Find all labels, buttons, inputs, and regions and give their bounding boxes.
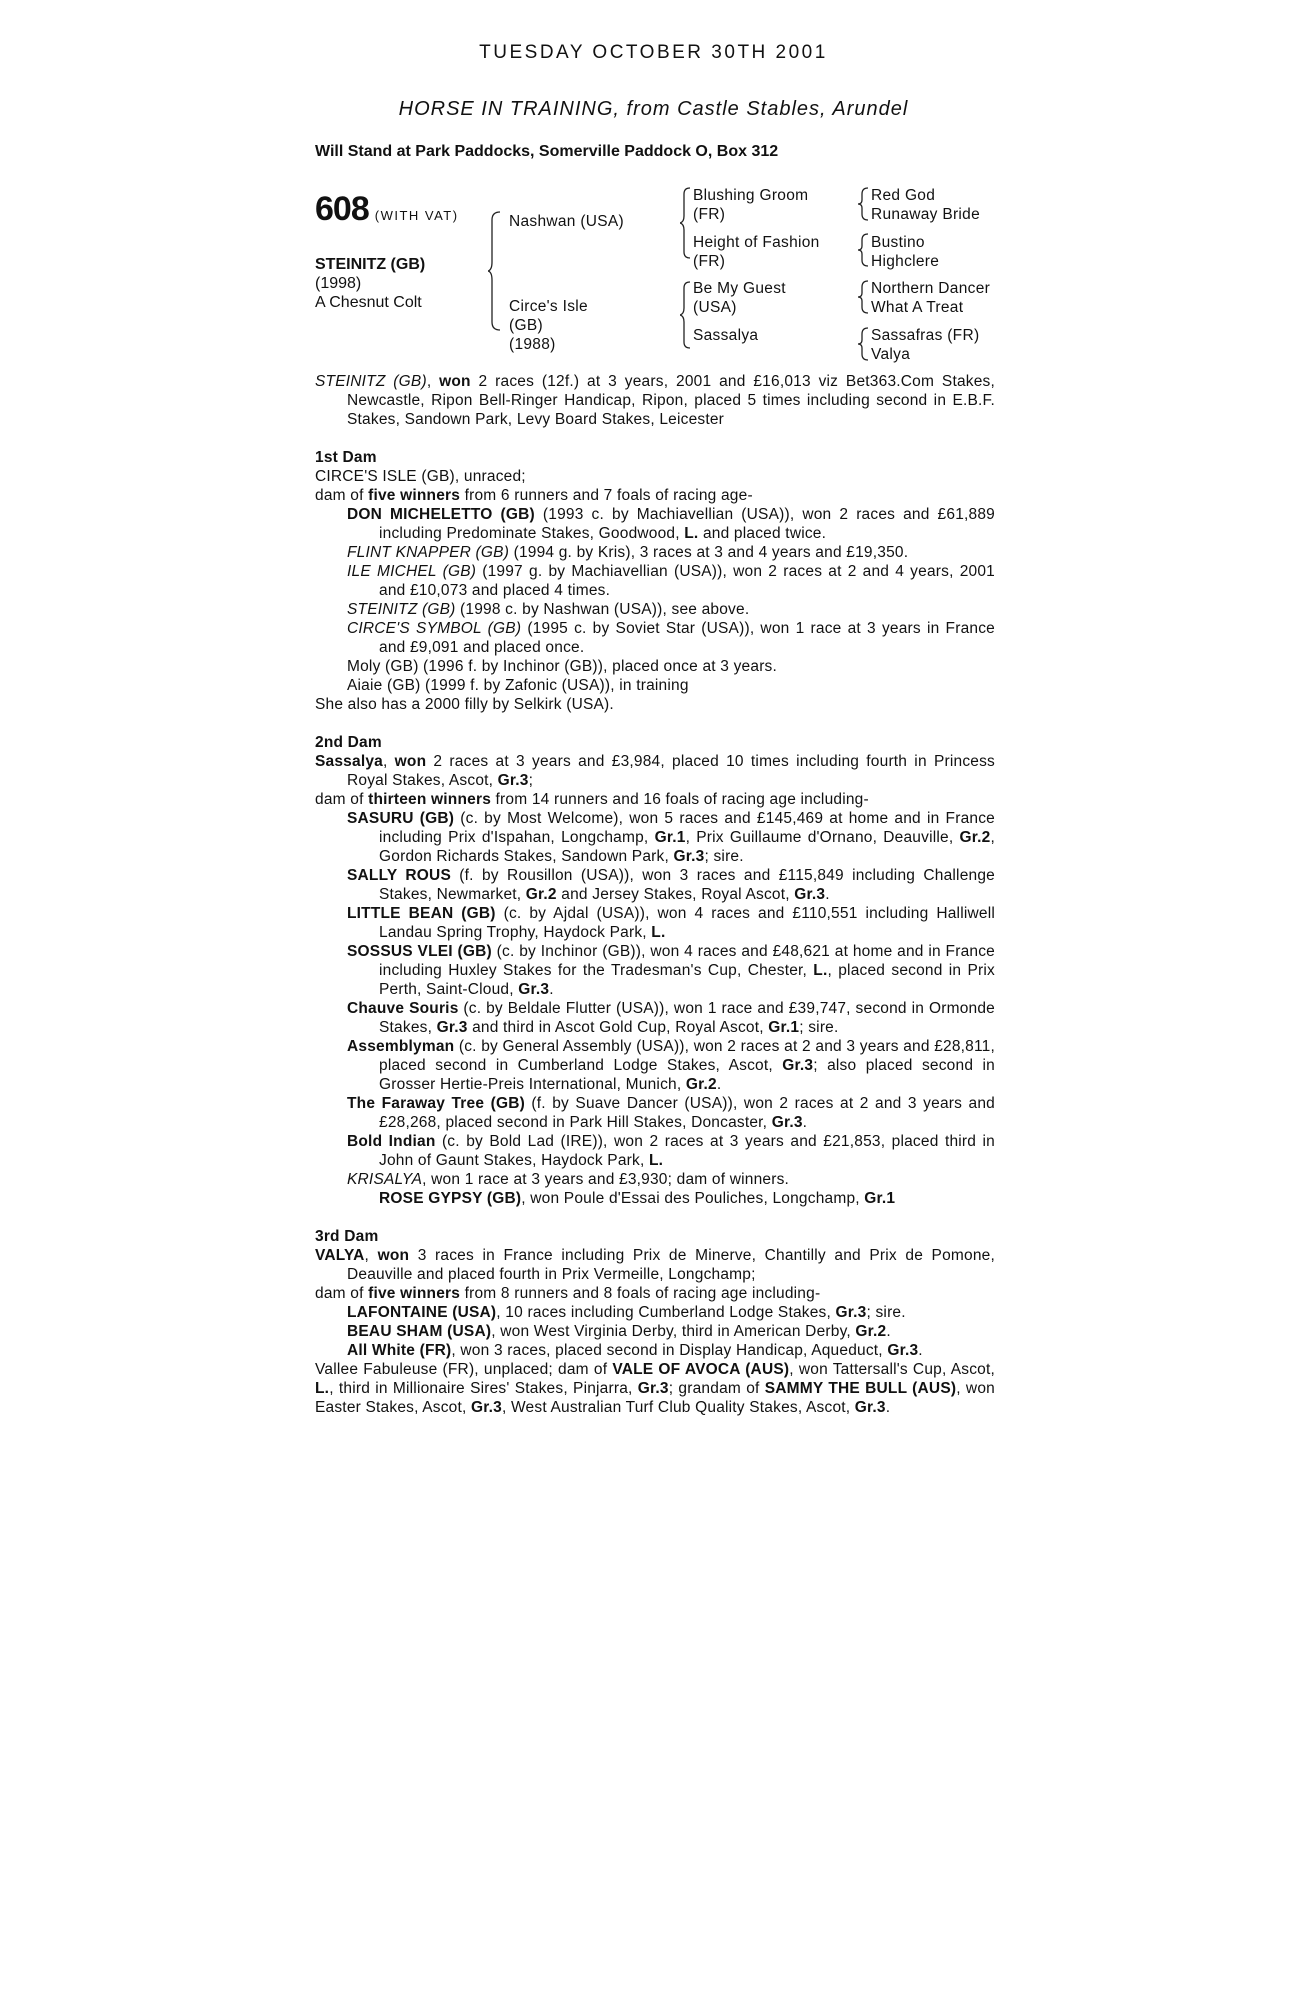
produce-grade: L. — [651, 924, 666, 941]
pedigree-sd-line1: Height of Fashion — [693, 234, 820, 251]
produce-entry-nested — [315, 1189, 995, 1208]
dam2-damof-c: from 14 runners and 16 foals of racing age including- — [491, 791, 869, 808]
foal-name: FLINT KNAPPER (GB) — [347, 544, 510, 561]
dam1-damof-b: five winners — [368, 487, 461, 504]
produce-text: (c. by Ajdal (USA)), won 4 races and £110,551 including Halliwell Landau Spring Trophy, Haydock Park, — [379, 905, 995, 941]
produce-grade: Gr.3 — [471, 1399, 502, 1416]
produce-entry — [315, 1322, 995, 1341]
dam2-grade: Gr.3 — [497, 772, 529, 789]
pedigree-ss-line1: Blushing Groom — [693, 187, 809, 204]
produce-grade: Gr.3 — [436, 1019, 468, 1036]
produce-text: , won 1 race at 3 years and £3,930; dam of winners. — [422, 1171, 790, 1188]
produce-name: SALLY ROUS — [347, 867, 451, 884]
first-dam-heading: 1st Dam — [315, 449, 377, 466]
produce-grade: L. — [813, 962, 828, 979]
foal-tail: and placed twice. — [698, 525, 827, 542]
produce-grade: Gr.3 — [854, 1399, 886, 1416]
foal-name: STEINITZ (GB) — [347, 601, 456, 618]
produce-text: ; sire. — [799, 1019, 839, 1036]
third-dam-produce-summary — [315, 1284, 995, 1303]
second-dam-heading: 2nd Dam — [315, 734, 382, 751]
second-dam-produce-summary — [315, 790, 995, 809]
record-horse-name: STEINITZ (GB) — [315, 373, 427, 390]
produce-grade: L. — [315, 1380, 330, 1397]
foal-text: (1997 g. by Machiavellian (USA)), won 2 races at 2 and 4 years, 2001 and £10,073 and placed 4 times. — [379, 563, 995, 599]
horse-identity — [315, 255, 425, 312]
produce-entry — [315, 1094, 995, 1132]
pedigree-dam-line1: Circe's Isle — [509, 298, 588, 315]
second-dam-record: Sassalya, won 2 races at 3 years and £3,984, placed 10 times including fourth in Princess Royal Stakes, Ascot, Gr.3; — [315, 753, 995, 789]
foal-entry — [315, 505, 995, 543]
dam1-damof-a: dam of — [315, 487, 369, 504]
produce-grade: Gr.2 — [525, 886, 557, 903]
produce-entry — [315, 809, 995, 866]
produce-text: , third in Millionaire Sires' Stakes, Pinjarra, — [329, 1380, 638, 1397]
produce-text: , won Tattersall's Cup, Ascot, — [789, 1361, 995, 1378]
produce-grade: Gr.1 — [768, 1019, 800, 1036]
produce-text: . — [885, 1399, 891, 1416]
pedigree-sdd: Highclere — [871, 253, 940, 270]
produce-text: (f. by Suave Dancer (USA)), won 2 races at 2 and 3 years and £28,268, placed second in Park Hill Stakes, Doncaster, — [379, 1095, 995, 1131]
produce-grade: Gr.3 — [887, 1342, 919, 1359]
produce-name: ROSE GYPSY (GB) — [379, 1190, 522, 1207]
foal-entry — [315, 619, 995, 657]
dam3-damof-c: from 8 runners and 8 foals of racing age including- — [460, 1285, 821, 1302]
produce-name: VALE OF AVOCA (AUS) — [612, 1361, 790, 1378]
foal-entry — [315, 562, 995, 600]
foal-text: (1995 c. by Soviet Star (USA)), won 1 race at 3 years in France and £9,091 and placed once. — [379, 620, 995, 656]
dam1-damof-c: from 6 runners and 7 foals of racing age- — [460, 487, 753, 504]
produce-grade: Gr.1 — [864, 1190, 896, 1207]
produce-name: LAFONTAINE (USA) — [347, 1304, 497, 1321]
produce-text: , won Easter Stakes, Ascot, — [315, 1380, 995, 1416]
produce-text: . — [716, 1076, 722, 1093]
produce-name: SAMMY THE BULL (AUS) — [764, 1380, 957, 1397]
pedigree-ds-line2: (USA) — [693, 299, 737, 316]
produce-text: ; grandam of — [668, 1380, 765, 1397]
produce-text: ; sire. — [866, 1304, 906, 1321]
sale-date: TUESDAY OCTOBER 30TH 2001 — [479, 42, 828, 63]
record-won: won — [439, 373, 471, 390]
dam3-text: 3 races in France including Prix de Minerve, Chantilly and Prix de Pomone, Deauville and placed fourth in Prix Vermeille, Longchamp; — [347, 1247, 995, 1283]
pedigree-brace-sire — [680, 186, 692, 260]
produce-entry — [315, 904, 995, 942]
produce-text: (f. by Rousillon (USA)), won 3 races and £115,849 including Challenge Stakes, Newmarket, — [379, 867, 995, 903]
produce-text: . — [918, 1342, 923, 1359]
pedigree-brace-ss — [858, 186, 870, 222]
first-dam-produce-summary — [315, 486, 995, 505]
produce-text: . — [802, 1114, 808, 1131]
pedigree-sds: Bustino — [871, 234, 925, 251]
third-dam-heading: 3rd Dam — [315, 1228, 379, 1245]
produce-grade: Gr.3 — [782, 1057, 814, 1074]
produce-text: , West Australian Turf Club Quality Stakes, Ascot, — [502, 1399, 855, 1416]
produce-name: Bold Indian — [347, 1133, 436, 1150]
produce-text: , Gordon Richards Stakes, Sandown Park, — [379, 829, 996, 865]
produce-grade: Gr.3 — [673, 848, 705, 865]
pedigree-ds-line1: Be My Guest — [693, 280, 786, 297]
pedigree-dsd: What A Treat — [871, 299, 964, 316]
produce-text: (c. by Inchinor (GB)), won 4 races and £48,621 at home and in France including Huxley Stakes for the Tradesman's Cup, Chester, — [379, 943, 995, 979]
produce-text: . — [549, 981, 554, 998]
produce-text: (c. by Bold Lad (IRE)), won 2 races at 3 years and £21,853, placed third in John of Gaunt Stakes, Haydock Park, — [379, 1133, 995, 1169]
pedigree-brace-sd — [858, 232, 870, 268]
horse-year: (1998) — [315, 275, 362, 292]
third-dam-record: VALYA, won 3 races in France including Prix de Minerve, Chantilly and Prix de Pomone, Deauville and placed fourth in Prix Vermeille, Longchamp; — [315, 1247, 995, 1283]
dam3-damof-a: dam of — [315, 1285, 369, 1302]
foal-text: (1994 g. by Kris), 3 races at 3 and 4 years and £19,350. — [509, 544, 909, 561]
lot-number: 608 — [315, 190, 369, 228]
foal-entry: Aiaie (GB) (1999 f. by Zafonic (USA)), in training — [347, 677, 689, 694]
produce-text: and Jersey Stakes, Royal Ascot, — [556, 886, 795, 903]
pedigree-gen3-ds — [871, 279, 990, 317]
pedigree-dam — [509, 297, 588, 354]
foal-name: DON MICHELETTO (GB) — [347, 506, 535, 523]
foal-entry — [315, 600, 995, 619]
lot-vat: (WITH VAT) — [374, 208, 459, 223]
produce-grade: Gr.2 — [959, 829, 991, 846]
produce-text: , Prix Guillaume d'Ornano, Deauville, — [685, 829, 960, 846]
dam2-name: Sassalya — [315, 753, 383, 770]
race-record: STEINITZ (GB), won 2 races (12f.) at 3 years, 2001 and £16,013 viz Bet363.Com Stakes, Newcastle, Ripon Bell-Ringer Handicap, Ripon, placed 5 times including second in E.B.F. Stakes, Sandown Park, Levy Board Stakes, Leicester — [315, 373, 995, 428]
stand-location: Will Stand at Park Paddocks, Somerville Paddock O, Box 312 — [315, 143, 779, 160]
produce-entry — [315, 999, 995, 1037]
produce-text: . — [886, 1323, 891, 1340]
produce-text: , 10 races including Cumberland Lodge Stakes, — [496, 1304, 836, 1321]
record-text: 2 races (12f.) at 3 years, 2001 and £16,013 viz Bet363.Com Stakes, Newcastle, Ripon Bell-Ringer Handicap, Ripon, placed 5 times including second in E.B.F. Stakes, Sandown Park, Levy Board Stakes, Leicester — [347, 373, 995, 428]
dam3-name: VALYA — [315, 1247, 365, 1264]
produce-entry — [315, 866, 995, 904]
produce-grade: Gr.3 — [835, 1304, 867, 1321]
produce-name: Chauve Souris — [347, 1000, 459, 1017]
pedigree-dss: Northern Dancer — [871, 280, 991, 297]
pedigree-dam-dam: Sassalya — [693, 327, 759, 344]
pedigree-sd-line2: (FR) — [693, 253, 726, 270]
produce-grade: Gr.3 — [794, 886, 826, 903]
foal-entry — [315, 543, 995, 562]
produce-entry — [315, 942, 995, 999]
produce-grade: Gr.3 — [518, 981, 550, 998]
produce-grade: Gr.3 — [771, 1114, 803, 1131]
pedigree-brace-dd — [858, 326, 870, 362]
produce-text: , won 3 races, placed second in Display Handicap, Aqueduct, — [451, 1342, 888, 1359]
pedigree-dam-line2: (GB) — [509, 317, 543, 334]
produce-text: and third in Ascot Gold Cup, Royal Ascot, — [467, 1019, 769, 1036]
pedigree-sire-dam — [693, 233, 820, 271]
vallee-fabuleuse-entry — [315, 1360, 995, 1417]
produce-name: SASURU (GB) — [347, 810, 455, 827]
produce-name: KRISALYA — [347, 1171, 423, 1188]
produce-grade: Gr.1 — [654, 829, 686, 846]
produce-name: The Faraway Tree (GB) — [347, 1095, 525, 1112]
produce-text: , placed second in Prix Perth, Saint-Cloud, — [379, 962, 995, 998]
produce-entry — [315, 1303, 995, 1322]
training-heading: HORSE IN TRAINING, from Castle Stables, Arundel — [398, 98, 909, 120]
dam2-text-b: ; — [528, 772, 534, 789]
pedigree-sire: Nashwan (USA) — [509, 213, 625, 230]
pedigree-gen3-ss — [871, 186, 980, 224]
produce-name: BEAU SHAM (USA) — [347, 1323, 492, 1340]
produce-name: LITTLE BEAN (GB) — [347, 905, 496, 922]
foal-text: (1998 c. by Nashwan (USA)), see above. — [455, 601, 750, 618]
pedigree-dds: Sassafras (FR) — [871, 327, 980, 344]
produce-name: SOSSUS VLEI (GB) — [347, 943, 492, 960]
produce-grade: Gr.2 — [685, 1076, 717, 1093]
pedigree-brace-main — [488, 210, 502, 332]
horse-description: A Chesnut Colt — [315, 294, 422, 311]
horse-name: STEINITZ (GB) — [315, 256, 426, 273]
produce-entry — [315, 1341, 995, 1360]
pedigree-ddd: Valya — [871, 346, 911, 363]
produce-grade: Gr.2 — [855, 1323, 887, 1340]
produce-text: ; also placed second in Grosser Hertie-Preis International, Munich, — [379, 1057, 995, 1093]
produce-entry — [315, 1170, 995, 1189]
foal-entry: Moly (GB) (1996 f. by Inchinor (GB)), placed once at 3 years. — [347, 658, 778, 675]
produce-grade: Gr.3 — [637, 1380, 669, 1397]
foal-text: (1993 c. by Machiavellian (USA)), won 2 races and £61,889 including Predominate Stakes, Goodwood, — [379, 506, 995, 542]
produce-entry — [315, 1037, 995, 1094]
first-dam-line: CIRCE'S ISLE (GB), unraced; — [315, 468, 526, 485]
produce-name: All White (FR) — [347, 1342, 452, 1359]
foal-name: ILE MICHEL (GB) — [347, 563, 477, 580]
lot-number-block — [315, 190, 459, 229]
dam3-won: won — [377, 1247, 410, 1264]
dam2-text-a: 2 races at 3 years and £3,984, placed 10 times including fourth in Princess Royal Stakes, Ascot, — [347, 753, 995, 789]
produce-text: ; sire. — [704, 848, 744, 865]
pedigree-ssd: Runaway Bride — [871, 206, 981, 223]
first-dam-also: She also has a 2000 filly by Selkirk (USA). — [315, 696, 614, 713]
pedigree-dam-line3: (1988) — [509, 336, 556, 353]
foal-name: CIRCE'S SYMBOL (GB) — [347, 620, 522, 637]
produce-text: Vallee Fabuleuse (FR), unplaced; dam of — [315, 1361, 613, 1378]
produce-text: . — [825, 886, 830, 903]
pedigree-sss: Red God — [871, 187, 936, 204]
produce-text: (c. by Most Welcome), won 5 races and £145,469 at home and in France including Prix d'Ispahan, Longchamp, — [379, 810, 995, 846]
produce-name: Assemblyman — [347, 1038, 455, 1055]
produce-grade: L. — [648, 1152, 664, 1169]
dam2-damof-a: dam of — [315, 791, 369, 808]
produce-text: (c. by Beldale Flutter (USA)), won 1 race and £39,747, second in Ormonde Stakes, — [379, 1000, 995, 1036]
pedigree-gen3-sd — [871, 233, 939, 271]
pedigree-ss-line2: (FR) — [693, 206, 726, 223]
produce-entry — [315, 1132, 995, 1170]
pedigree-gen3-dd — [871, 326, 979, 364]
pedigree-brace-dam — [680, 280, 692, 350]
dam2-won: won — [394, 753, 427, 770]
dam2-damof-b: thirteen winners — [368, 791, 492, 808]
produce-text: , won Poule d'Essai des Pouliches, Longchamp, — [521, 1190, 865, 1207]
pedigree-brace-ds — [858, 279, 870, 315]
pedigree-sire-sire — [693, 186, 808, 224]
pedigree-dam-sire — [693, 279, 786, 317]
dam3-damof-b: five winners — [368, 1285, 461, 1302]
produce-text: (c. by General Assembly (USA)), won 2 races at 2 and 3 years and £28,811, placed second in Cumberland Lodge Stakes, Ascot, — [379, 1038, 995, 1074]
produce-text: , won West Virginia Derby, third in American Derby, — [491, 1323, 856, 1340]
catalogue-body — [315, 372, 995, 1417]
foal-listed: L. — [684, 525, 699, 542]
